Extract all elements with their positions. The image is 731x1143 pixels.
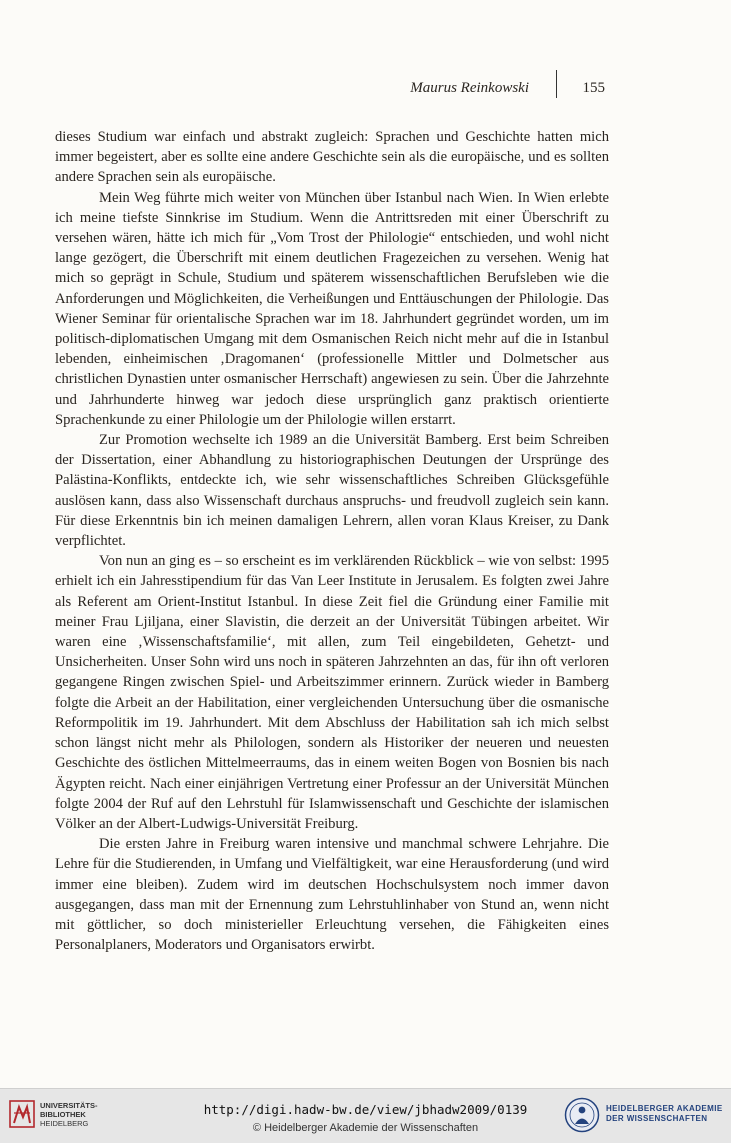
- copyright-notice: © Heidelberger Akademie der Wissenschaften: [252, 1122, 479, 1134]
- academy-seal-icon[interactable]: [564, 1097, 600, 1133]
- academy-name-line: HEIDELBERGER AKADEMIE: [606, 1104, 723, 1113]
- paragraph: Die ersten Jahre in Freiburg waren intensive und manchmal schwere Lehrjahre. Die Lehre für die Studierenden, in Umfang und Vielfältigkeit, war eine Herausforderung (und wird immer eine bleiben). Zudem wird im deutschen Hochschulsystem noch immer davon ausgegangen, dass man mit der Ernennung zum Lehrstuhlinhaber von Stund an, wenn nicht mit göttlicher, so doch ministerieller Erleuchtung versehen, die Fähigkeiten eines Personalplaners, Moderators und Organisators erwirbt.: [55, 836, 609, 954]
- paragraph: dieses Studium war einfach und abstrakt zugleich: Sprachen und Geschichte hatten mich immer begeistert, aber es sollte eine andere Geschichte sein als die europäische, und es sollten andere Sprachen sein als europäische.: [55, 129, 609, 186]
- academy-name[interactable]: [606, 1104, 723, 1124]
- academy-name-line: DER WISSENSCHAFTEN: [606, 1114, 708, 1123]
- running-head-author: Maurus Reinkowski: [410, 80, 529, 96]
- page-number: 155: [582, 80, 605, 96]
- running-head-divider: [556, 70, 557, 98]
- paragraph: Zur Promotion wechselte ich 1989 an die Universität Bamberg. Erst beim Schreiben der Dissertation, einer Abhandlung zu historiographischen Deutungen der Ursprünge des Palästina-Konflikts, entdeckte ich, wie sehr wissenschaftliches Schreiben Glücksgefühle auslösen kann, dass also Wissenschaft durchaus anspruchs- und freudvoll zugleich sein kann. Für diese Erkenntnis bin ich meinen damaligen Lehrern, allen voran Klaus Kreiser, zu Dank verpflichtet.: [55, 432, 609, 550]
- library-name-line: UNIVERSITÄTS-: [40, 1101, 98, 1110]
- library-name-line: BIBLIOTHEK: [40, 1110, 86, 1119]
- body-text: [55, 127, 609, 955]
- viewer-footer: [0, 1088, 731, 1143]
- paragraph: Von nun an ging es – so erscheint es im verklärenden Rückblick – wie von selbst: 1995 erhielt ich ein Jahresstipendium für das Van Leer Institute in Jerusalem. Es folgten zwei Jahre als Referent am Orient-Institut Istanbul. In diese Zeit fiel die Gründung einer Familie mit meiner Frau Ljiljana, einer Slavistin, die derzeit an der Universität Tübingen arbeitet. Wir waren eine ‚Wissenschaftsfamilie‘, mit allen, zum Teil eingebildeten, Gehetzt- und Unsicherheiten. Unser Sohn wird uns noch in späteren Jahrzehnten an das, für ihn oft verloren gegangene Ringen zwischen Spiel- und Arbeitszimmer erinnern. Zurück wieder in Bamberg folgte die Arbeit an der Habilitation, einer vergleichenden Untersuchung über die osmanische Reformpolitik im 19. Jahrhundert. Mit dem Abschluss der Habilitation sah ich mich selbst schon längst nicht mehr als Philologen, sondern als Historiker der neueren und neuesten Geschichte des östlichen Mittelmeerraums, das in einem weiten Bogen von Bosnien bis nach Ägypten reicht. Nach einer einjährigen Vertretung einer Professur an der Universität München folgte 2004 der Ruf auf den Lehrstuhl für Islamwissenschaft und Geschichte der islamischen Völker an der Albert-Ludwigs-Universität Freiburg.: [55, 553, 609, 832]
- permalink-url[interactable]: http://digi.hadw-bw.de/view/jbhadw2009/0139: [203, 1102, 528, 1117]
- paragraph: Mein Weg führte mich weiter von München über Istanbul nach Wien. In Wien erlebte ich meine tiefste Sinnkrise im Studium. Wenn die Antrittsreden mit einer Überschrift zu versehen wären, hätte ich mich für „Vom Trost der Philologie“ entschieden, und wohl nicht lange gezögert, die Überschrift mit einem deutlichen Fragezeichen zu versehen. Wenig hat mich so geprägt in Schule, Studium und späterem wissenschaftlichen Berufsleben wie die Anforderungen und Möglichkeiten, die Verheißungen und Enttäuschungen der Philologie. Das Wiener Seminar für orientalische Sprachen war im 18. Jahrhundert gegründet worden, um im politisch-diplomatischen Umgang mit dem Osmanischen Reich nicht mehr auf die in Istanbul lebenden, einheimischen ‚Dragomanen‘ (professionelle Mittler und Dolmetscher aus christlichen Dynastien unter osmanischer Herrschaft) angewiesen zu sein. Über die Jahrzehnte und Jahrhunderte hinweg war jedoch diese ursprünglich ganz praktisch orientierte Sprachenkunde zu einer Philologie um der Philologie willen erstarrt.: [55, 189, 609, 428]
- library-name-line: HEIDELBERG: [40, 1119, 89, 1128]
- running-head: [400, 78, 605, 102]
